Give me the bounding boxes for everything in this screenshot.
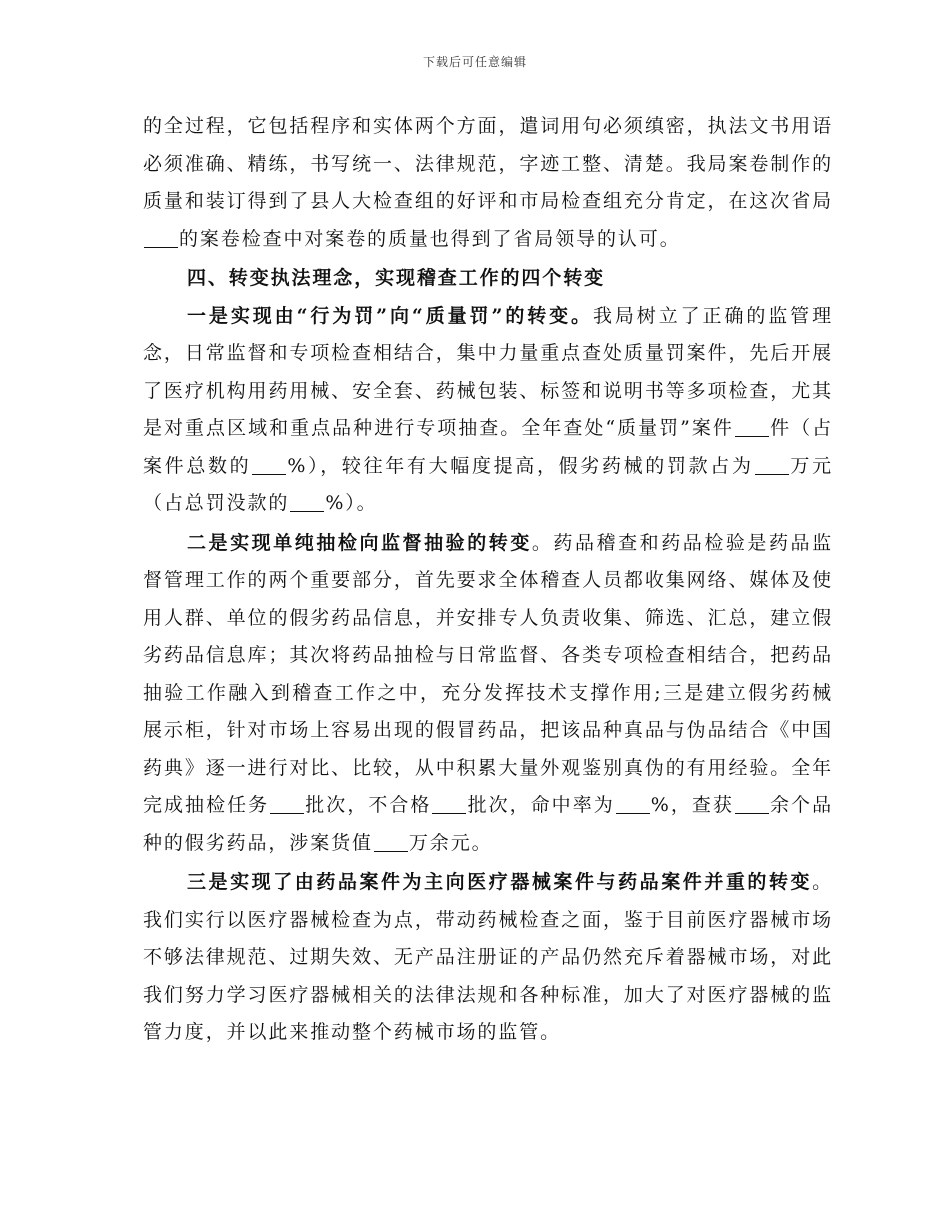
fill-blank xyxy=(144,229,178,248)
paragraph-text: 万余元。 xyxy=(408,831,493,854)
paragraph-text: 万元（占总罚没款的 xyxy=(143,454,833,514)
paragraph-text: 的全过程，它包括程序和实体两个方面，遣词用句必须缜密，执法文书用语必须准确、精练，书写统一、法律规范，字迹工整、清楚。我局案卷制作的质量和装订得到了县人大检查组的好评和市局检查组充分肯定，在这次省局 xyxy=(143,115,833,212)
paragraph-case-file-quality xyxy=(143,108,833,258)
paragraph-medical-devices xyxy=(143,864,833,1052)
fill-blank xyxy=(290,493,324,512)
paragraph-text: 的案卷检查中对案卷的质量也得到了省局领导的认可。 xyxy=(179,227,681,250)
paragraph-lead: 一是实现由“行为罚”向“质量罚”的转变。 xyxy=(187,304,593,327)
paragraph-supervision-sampling xyxy=(143,525,833,863)
fill-blank xyxy=(432,795,466,814)
paragraph-text: 。我们实行以医疗器械检查为点，带动药械检查之面，鉴于目前医疗器械市场不够法律规范、过期失效、无产品注册证的产品仍然充斥着器械市场，对此我们努力学习医疗器械相关的法律法规和各种标准，加大了对医疗器械的监管力度，并以此来推动整个药械市场的监管。 xyxy=(143,871,833,1043)
fill-blank xyxy=(252,456,286,475)
fill-blank xyxy=(374,833,408,852)
paragraph-text: %）。 xyxy=(325,492,378,514)
paragraph-text: %），较往年有大幅度提高，假劣药械的罚款占为 xyxy=(287,454,754,477)
fill-blank xyxy=(735,418,769,437)
fill-blank xyxy=(735,795,769,814)
section-heading: 四、转变执法理念，实现稽查工作的四个转变 xyxy=(187,267,606,289)
paragraph-text: 批次，不合格 xyxy=(305,794,432,816)
paragraph-text: 。药品稽查和药品检验是药品监督管理工作的两个重要部分，首先要求全体稽查人员都收集网络、媒体及使用人群、单位的假劣药品信息，并安排专人负责收集、筛选、汇总，建立假劣药品信息库；其次将药品抽检与日常监督、各类专项检查相结合，把药品抽验工作融入到稽查工作之中，充分发挥技术支撑作用;三是建立假劣药械展示柜，针对市场上容易出现的假冒药品，把该品种真品与伪品结合《中国药典》逐一进行对比、比较，从中积累大量外观鉴别真伪的有用经验。全年完成抽检任务 xyxy=(143,531,833,816)
document-body xyxy=(143,108,833,1052)
paragraph-lead: 二是实现单纯抽检向监督抽验的转变 xyxy=(187,531,532,554)
fill-blank xyxy=(755,456,789,475)
paragraph-text: 件（占案件总数的 xyxy=(143,417,834,477)
fill-blank xyxy=(270,795,304,814)
paragraph-quality-penalty xyxy=(143,298,833,523)
page-header: 下载后可任意编辑 xyxy=(422,55,527,69)
paragraph-lead: 三是实现了由药品案件为主向医疗器械案件与药品案件并重的转变 xyxy=(187,871,813,893)
paragraph-text: %，查获 xyxy=(650,794,734,816)
paragraph-text: 批次，命中率为 xyxy=(467,794,615,816)
paragraph-text: 我局树立了正确的监管理念，日常监督和专项检查相结合，集中力量重点查处质量罚案件，先后开展了医疗机构用药用械、安全套、药械包装、标签和说明书等多项检查，尤其是对重点区域和重点品种进行专项抽查。全年查处“质量罚”案件 xyxy=(143,304,833,439)
paragraph-text: 余个品种的假劣药品，涉案货值 xyxy=(143,794,833,854)
fill-blank xyxy=(616,795,650,814)
